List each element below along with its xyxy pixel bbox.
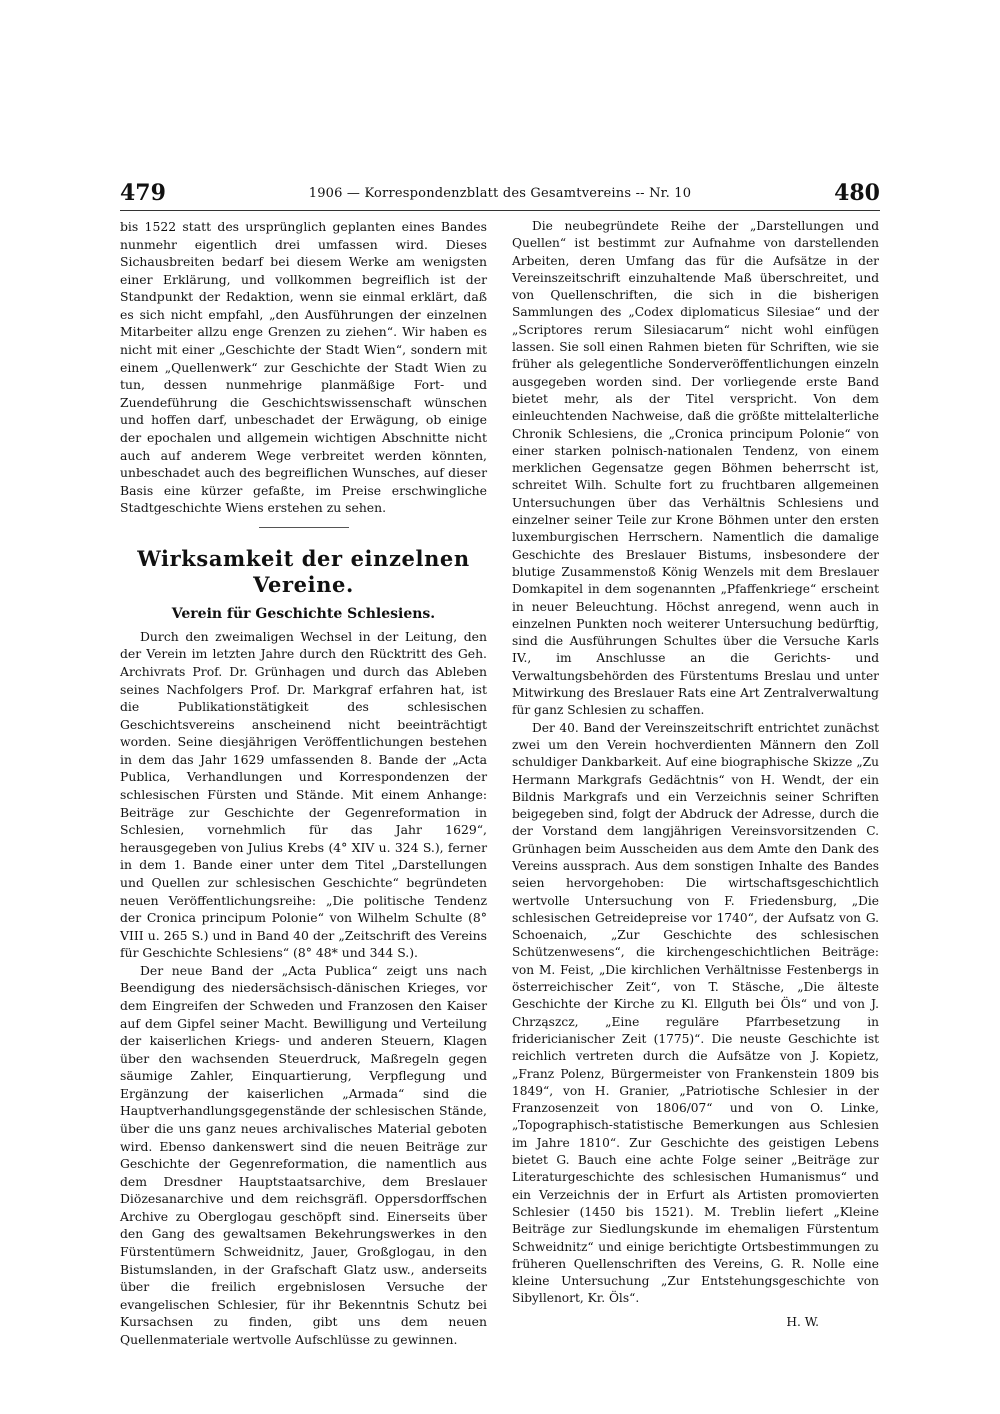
paragraph: Die neubegründete Reihe der „Darstellungen und Quellen“ ist bestimmt zur Aufnahme von darstellenden Arbeiten, deren Umfang das für die Aufsätze in der Vereinszeitschrift einzuhaltende Maß überschreitet, und von Quellenschriften, die sich in die bisherigen Sammlungen des „Codex diplomaticus Silesiae“ und der „Scriptores rerum Silesiacarum“ nicht wohl einfügen lassen. Sie soll einen Rahmen bieten für Schriften, wie sie früher als gelegentliche Sonderveröffentlichungen einzeln ausgegeben worden sind. Der vorliegende erste Band bietet mehr, als der Titel verspricht. Von dem einleuchtenden Nachweise, daß die größte mittelalterliche Chronik Schlesiens, die „Cronica principum Polonie“ von einer starken polnisch-nationalen Tendenz, von einem merklichen Gegensatze gegen Böhmen beherrscht ist, schreitet Wilh. Schulte fort zu fruchtbaren allgemeinen Untersuchungen über das Verhältnis Schlesiens und einzelner seiner Teile zur Krone Böhmen unter den ersten luxemburgischen Herrschern. Namentlich die damalige Geschichte des Breslauer Bistums, insbesondere der blutige Zusammenstoß König Wenzels mit dem Breslauer Domkapitel in dem sogenannten „Pfaffenkriege“ erscheint in neuer Beleuchtung. Höchst anregend, wenn auch in einzelnen Punkten noch weiterer Untersuchung bedürftig, sind die Ausführungen Schultes über die Versuche Karls IV., im Anschlusse an die Gerichts- und Verwaltungsbehörden des Fürstentums Breslau und unter Mitwirkung des Breslauer Rats eine Art Zentralverwaltung für ganz Schlesien zu schaffen. bbox=[512, 219, 879, 718]
header-rule bbox=[120, 210, 880, 211]
left-column bbox=[120, 218, 487, 1349]
author-signature: H. W. bbox=[786, 1314, 819, 1329]
sub-title: Verein für Geschichte Schlesiens. bbox=[171, 605, 436, 622]
paragraph: Durch den zweimaligen Wechsel in der Leitung, den der Verein im letzten Jahre durch den Rücktritt des Geh. Archivrats Prof. Dr. Grünhagen und durch das Ableben seines Nachfolgers Prof. Dr. Markgraf erfahren hat, ist die Publikationstätigkeit des schlesischen Geschichtsvereins anscheinend nicht beeinträchtigt worden. Seine diesjährigen Veröffentlichungen bestehen in dem das Jahr 1629 umfassenden 8. Bande der „Acta Publica, Verhandlungen und Korrespondenzen der schlesischen Fürsten und Stände. Mit einem Anhange: Beiträge zur Geschichte der Gegenreformation in Schlesien, vornehmlich für das Jahr 1629“, herausgegeben von Julius Krebs (4° XIV u. 324 S.), ferner in dem 1. Bande einer unter dem Titel „Darstellungen und Quellen zur schlesischen Geschichte“ begründeten neuen Veröffentlichungsreihe: „Die politische Tendenz der Cronica principum Polonie“ von Wilhelm Schulte (8° VIII u. 265 S.) und in Band 40 der „Zeitschrift des Vereins für Geschichte Schlesiens“ (8° 48* und 344 S.). bbox=[120, 628, 487, 961]
page-number-right: 480 bbox=[834, 180, 880, 206]
paragraph: Der neue Band der „Acta Publica“ zeigt uns nach Beendigung des niedersächsisch-dänischen Krieges, vor dem Eingreifen der Schweden und Franzosen den Kaiser auf dem Gipfel seiner Macht. Bewilligung und Verteilung der kaiserlichen Kriegs- und anderen Steuern, Klagen über den wachsenden Steuerdruck, Maßregeln gegen säumige Zahler, Einquartierung, Verpflegung und Ergänzung der kaiserlichen „Armada“ sind die Hauptverhandlungsgegenstände der schlesischen Stände, über die uns ganz neues archivalisches Material geboten wird. Ebenso dankenswert sind die neuen Beiträge zur Geschichte der Gegenreformation, die namentlich aus dem Dresdner Hauptstaatsarchive, dem Breslauer Diözesanarchive und dem reichsgräfl. Oppersdorffschen Archive zu Oberglogau geschöpft sind. Einerseits über den Gang des gewaltsamen Bekehrungswerkes in den Fürstentümern Schweidnitz, Jauer, Großglogau, in den Bistumslanden, in der Grafschaft Glatz usw., anderseits über die freilich ergebnislosen Versuche der evangelischen Schlesier, für ihr Bekenntnis Schutz bei Kursachsen zu finden, gibt uns dem neuen Quellenmateriale wertvolle Aufschlüsse zu gewinnen. bbox=[120, 962, 487, 1347]
section-title: Wirksamkeit der einzelnen Vereine. bbox=[137, 545, 470, 597]
paragraph: bis 1522 statt des ursprünglich geplanten eines Bandes nunmehr eigentlich drei umfassen wird. Dieses Sichausbreiten bedarf bei diesem Werke am wenigsten einer Erklärung, und vollkommen begreiflich ist der Standpunkt der Redaktion, wenn sie einmal erklärt, daß es sich nicht empfahl, „den Ausführungen der einzelnen Mitarbeiter allzu enge Grenzen zu ziehen“. Wir haben es nicht mit einer „Geschichte der Stadt Wien“, sondern mit einem „Quellenwerk“ zur Geschichte der Stadt Wien zu tun, dessen nunmehrige planmäßige Fort- und Zuendeführung die Geschichtswissenschaft wünschen und hoffen darf, unbeschadet der Erwägung, ob einige der epochalen und allgemein wichtigen Abschnitte nicht auch auf anderem Wege verbreitet werden könnten, unbeschadet auch des begreiflichen Wunsches, auf dieser Basis eine kürzer gefaßte, im Preise erschwingliche Stadtgeschichte Wiens erstehen zu sehen. bbox=[120, 219, 487, 516]
running-title: 1906 — Korrespondenzblatt des Gesamtvereins -- Nr. 10 bbox=[308, 186, 692, 201]
right-column bbox=[512, 218, 879, 1331]
page-number-left: 479 bbox=[120, 180, 166, 206]
section-divider bbox=[259, 527, 349, 528]
paragraph: Der 40. Band der Vereinszeitschrift entrichtet zunächst zwei um den Verein hochverdienten Männern den Zoll schuldiger Dankbarkeit. Auf eine biographische Skizze „Zu Hermann Markgrafs Gedächtnis“ von H. Wendt, der ein Bildnis Markgrafs und ein Verzeichnis seiner Schriften beigegeben sind, folgt der Abdruck der Adresse, durch die der Vorstand dem langjährigen Vereinsvorsitzenden C. Grünhagen beim Ausscheiden aus dem Amte den Dank des Vereins aussprach. Aus dem sonstigen Inhalte des Bandes seien hervorgehoben: Die wirtschaftsgeschichtlich wertvolle Untersuchung von F. Friedensburg, „Die schlesischen Getreidepreise vor 1740“, der Aufsatz von G. Schoenaich, „Zur Geschichte des schlesischen Schützenwesens“, die kirchengeschichtlichen Beiträge: von M. Feist, „Die kirchlichen Verhältnisse Festenbergs in österreichischer Zeit“, von T. Stäsche, „Die älteste Geschichte der Kirche zu Kl. Ellguth bei Öls“ und von J. Chrząszcz, „Eine reguläre Pfarrbesetzung in fridericianischer Zeit (1775)“. Die neuste Geschichte ist reichlich vertreten durch die Aufsätze von J. Kopietz, „Franz Polenz, Bürgermeister von Frankenstein 1809 bis 1849“, von H. Granier, „Patriotische Schlesier in der Franzosenzeit von 1806/07“ und von O. Linke, „Topographisch-statistische Bemerkungen aus Schlesien im Jahre 1810“. Zur Geschichte des geistigen Lebens bietet G. Bauch eine achte Folge seiner „Beiträge zur Literaturgeschichte des schlesischen Humanismus“ und ein Verzeichnis der in Erfurt als Artisten promovierten Schlesier (1450 bis 1521). M. Treblin liefert „Kleine Beiträge zur Siedlungskunde im ehemaligen Fürstentum Schweidnitz“ und einige berichtigte Ortsbestimmungen zu früheren Quellenschriften des Vereins, G. R. Nolle eine kleine Untersuchung „Zur Entstehungsgeschichte von Sibyllenort, Kr. Öls“. bbox=[512, 720, 879, 1306]
page-header bbox=[120, 180, 880, 210]
